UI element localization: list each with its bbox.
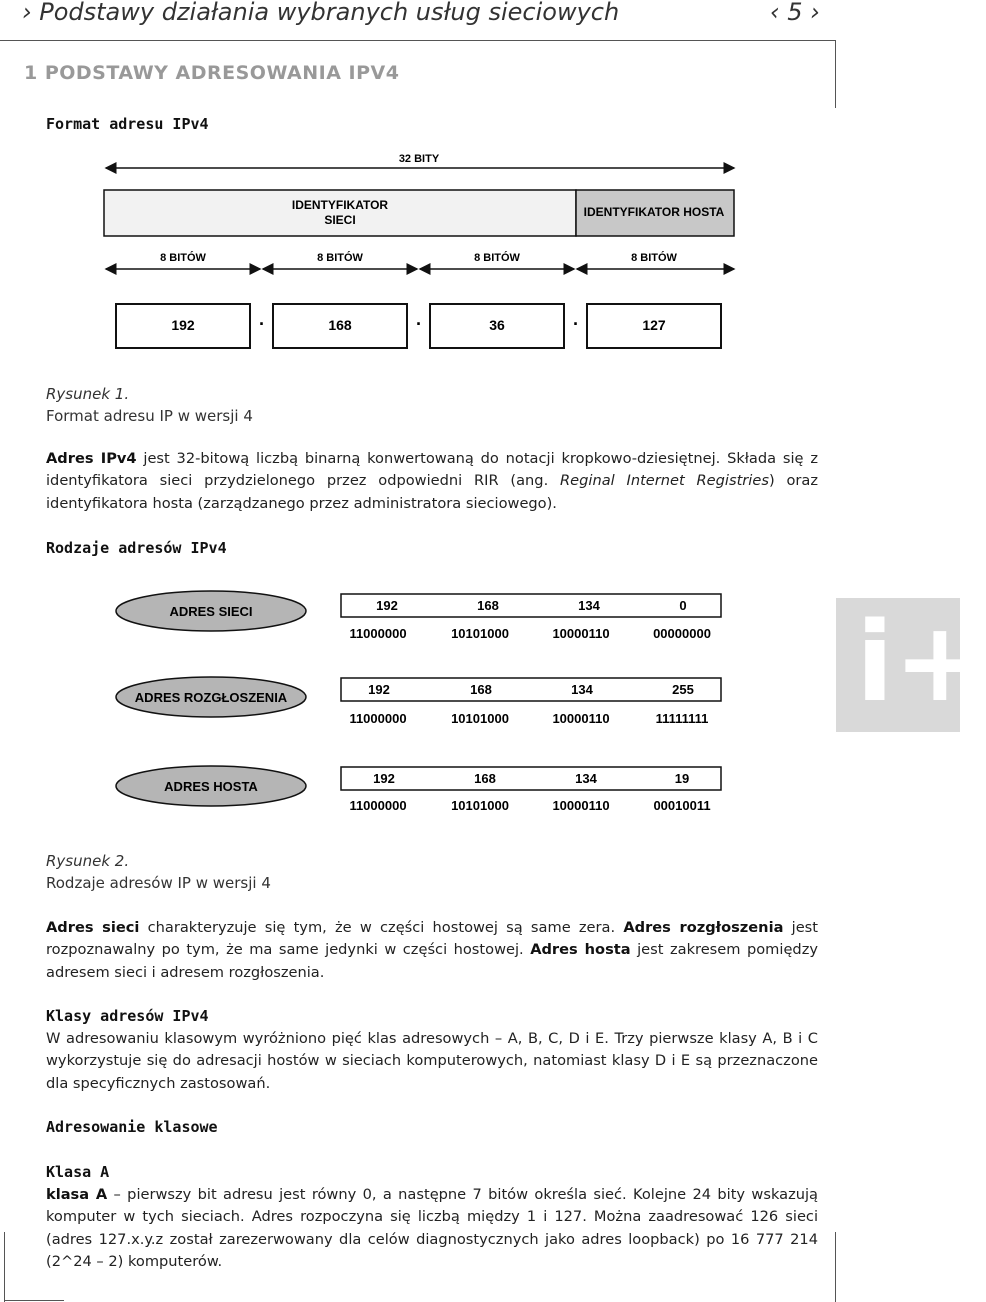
network-id-label-1: IDENTYFIKATOR xyxy=(291,198,389,212)
octet-value: 168 xyxy=(328,317,352,333)
text: jest 32-bitową liczbą binarną konwertowaną do notacji kropkowo-dziesiętnej. Składa się z identyfikatora sieci przydzielonego przez odpowiedni RIR (ang. xyxy=(46,450,818,490)
label-broadcast: ADRES ROZGŁOSZENIA xyxy=(134,690,288,705)
text: charakteryzuje się tym, że w części hostowej są same zera. xyxy=(139,919,624,936)
binary-octet: 11111111 xyxy=(655,711,709,726)
binary-octet: 10101000 xyxy=(451,798,509,813)
fig1-caption-text: Format adresu IP w wersji 4 xyxy=(46,407,253,425)
decimal-octet: 168 xyxy=(477,598,499,613)
decimal-box xyxy=(341,678,721,701)
header-rule xyxy=(0,40,836,41)
decimal-box xyxy=(341,594,721,617)
term-network-address: Adres sieci xyxy=(46,919,140,936)
binary-octet: 00010011 xyxy=(653,798,711,813)
decimal-octet: 19 xyxy=(674,771,690,786)
text: jest zakresem pomiędzy adresem sieci i adresem rozgłoszenia. xyxy=(46,941,818,981)
fig2-caption-label: Rysunek 2. xyxy=(46,852,130,870)
classful-heading: Adresowanie klasowe xyxy=(46,1118,218,1136)
binary-octet: 11000000 xyxy=(349,626,407,641)
decimal-octet: 168 xyxy=(474,771,496,786)
label-host: ADRES HOSTA xyxy=(164,779,258,794)
octet-value: 127 xyxy=(642,317,666,333)
binary-octet: 10000110 xyxy=(552,626,610,641)
section-title: 1 PODSTAWY ADRESOWANIA IPV4 xyxy=(24,62,400,84)
octet-bits-label: 8 BITÓW xyxy=(317,252,363,264)
octet-value: 192 xyxy=(171,317,195,333)
octet-bits-label: 8 BITÓW xyxy=(631,252,677,264)
paragraph-class-a xyxy=(46,1184,818,1274)
octet-dot: · xyxy=(259,314,265,334)
decimal-octet: 255 xyxy=(672,682,694,697)
text: jest rozpoznawalny po tym, że ma same jedynki w części hostowej. xyxy=(46,919,819,959)
binary-octet: 11000000 xyxy=(349,711,407,726)
octet-value: 36 xyxy=(489,317,505,333)
text: – pierwszy bit adresu jest równy 0, a następne 7 bitów określa sieć. Kolejne 24 bity wskazują komputer w tych sieciach. Adres rozpoczyna się liczbą między 1 i 127. Można zaadresować 126 sieci (adres 127.x.y.z został zarezerwowany dla celów diagnostycznych jako adres loopback) po 16 777 214 (2^24 – 2) komputerów. xyxy=(46,1186,818,1271)
paragraph-ipv4 xyxy=(46,448,818,515)
decimal-box xyxy=(341,767,721,790)
decimal-octet: 192 xyxy=(376,598,398,613)
fig1-caption xyxy=(46,383,253,427)
side-tab xyxy=(836,598,986,732)
octet-bits-label: 8 BITÓW xyxy=(160,252,206,264)
binary-octet: 11000000 xyxy=(349,798,407,813)
octet-dot: · xyxy=(416,314,422,334)
label-network: ADRES SIECI xyxy=(169,604,253,619)
binary-octet: 10000110 xyxy=(552,798,610,813)
decimal-octet: 0 xyxy=(679,598,687,613)
host-id-label: IDENTYFIKATOR HOSTA xyxy=(583,205,725,219)
binary-octet: 10101000 xyxy=(451,626,509,641)
footer-rule-vertical xyxy=(4,1232,5,1302)
fig1-caption-label: Rysunek 1. xyxy=(46,385,130,403)
term-rir: Reginal Internet Registries xyxy=(560,472,769,490)
fig2-caption xyxy=(46,850,271,894)
term-host-address: Adres hosta xyxy=(530,941,631,959)
term-class-a: klasa A xyxy=(46,1186,108,1203)
class-a-heading: Klasa A xyxy=(46,1163,110,1181)
header-title: › Podstawy działania wybranych usług sieciowych xyxy=(22,0,620,26)
octet-dot: · xyxy=(573,314,579,334)
classes-heading: Klasy adresów IPv4 xyxy=(46,1007,209,1025)
decimal-octet: 192 xyxy=(373,771,395,786)
page-number: ‹ 5 › xyxy=(770,0,820,26)
decimal-octet: 134 xyxy=(571,682,593,697)
network-id-label-2: SIECI xyxy=(324,213,356,227)
paragraph-classes: W adresowaniu klasowym wyróżniono pięć klas adresowych – A, B, C, D i E. Trzy pierwsze klasy A, B i C wykorzystuje się do adresacji hostów w sieciach komputerowych, natomiast klasy D i E są przeznaczone dla specyficznych zastosowań. xyxy=(46,1030,818,1092)
header-rule-vertical xyxy=(835,40,836,108)
binary-octet: 10000110 xyxy=(552,711,610,726)
fig1-heading: Format adresu IPv4 xyxy=(46,115,209,133)
term-broadcast-address: Adres rozgłoszenia xyxy=(623,919,784,936)
decimal-octet: 134 xyxy=(575,771,597,786)
binary-octet: 10101000 xyxy=(451,711,509,726)
ipv4-format-diagram xyxy=(96,146,746,356)
address-types-diagram xyxy=(110,586,730,822)
decimal-octet: 192 xyxy=(368,682,390,697)
side-tab-text: i+ xyxy=(856,598,986,726)
decimal-octet: 134 xyxy=(578,598,600,613)
footer-rule-vertical-right xyxy=(835,1232,836,1302)
binary-octet: 00000000 xyxy=(653,626,711,641)
term-ipv4: Adres IPv4 xyxy=(46,450,137,467)
total-bits-label: 32 BITY xyxy=(398,153,440,165)
footer-rule xyxy=(4,1300,64,1301)
fig2-caption-text: Rodzaje adresów IP w wersji 4 xyxy=(46,874,271,892)
octet-bits-label: 8 BITÓW xyxy=(474,252,520,264)
paragraph-address-types xyxy=(46,917,818,984)
decimal-octet: 168 xyxy=(470,682,492,697)
text: ) oraz identyfikatora hosta (zarządzanego przez administratora sieciowego). xyxy=(46,472,818,512)
fig2-heading: Rodzaje adresów IPv4 xyxy=(46,539,227,557)
